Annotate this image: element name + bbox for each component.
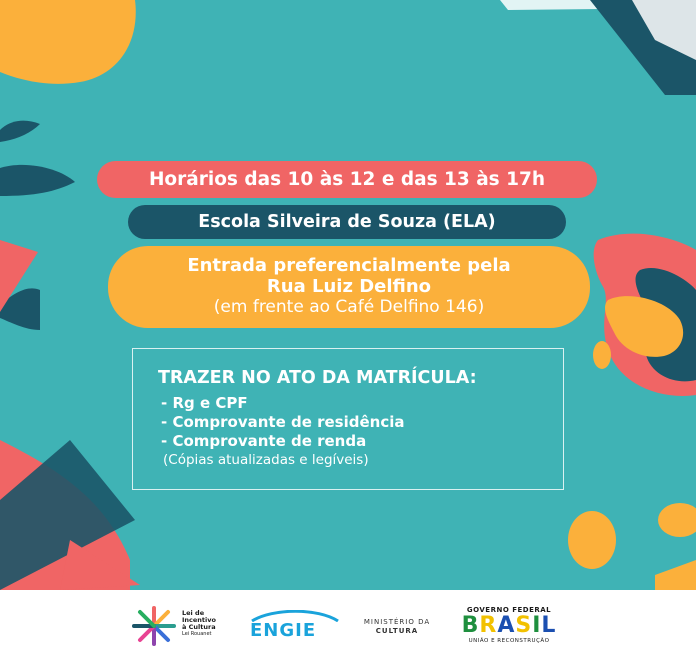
lei-line-2: Incentivo: [182, 616, 216, 624]
engie-text: ENGIE: [250, 620, 317, 641]
requirements-box: [132, 348, 564, 490]
lei-incentivo-logo: [130, 606, 216, 650]
governo-brasil-logo: [450, 606, 568, 644]
requirements-note: (Cópias atualizadas e legíveis): [163, 452, 369, 468]
school-text: Escola Silveira de Souza (ELA): [198, 212, 496, 232]
entrance-note: (em frente ao Café Delfino 146): [213, 297, 485, 317]
lei-line-4: Lei Rouanet: [182, 631, 212, 637]
lei-line-3: à Cultura: [182, 623, 216, 631]
requirements-list: [161, 394, 405, 451]
ministerio-line-2: CULTURA: [375, 627, 419, 635]
ministerio-line-1: MINISTÉRIO DA: [363, 618, 431, 626]
schedule-text: Horários das 10 às 12 e das 13 às 17h: [148, 169, 546, 190]
lei-incentivo-burst-icon: [130, 606, 178, 646]
brasil-text: BRASIL: [461, 613, 557, 638]
school-banner: [128, 205, 566, 239]
entrance-banner: [108, 246, 590, 328]
requirement-item: - Comprovante de renda: [161, 432, 367, 450]
lei-line-1: Lei de: [182, 609, 205, 617]
governo-text: GOVERNO FEDERAL: [466, 606, 552, 614]
requirement-item: - Comprovante de residência: [161, 413, 405, 431]
requirements-title: TRAZER NO ATO DA MATRÍCULA:: [158, 368, 477, 388]
ministerio-logo: [356, 618, 438, 636]
sponsor-footer: [0, 590, 696, 653]
uniao-text: UNIÃO E RECONSTRUÇÃO: [468, 638, 550, 644]
entrance-line-1: Entrada preferencialmente pela: [187, 255, 511, 276]
requirement-item: - Rg e CPF: [161, 394, 248, 412]
entrance-line-2: Rua Luiz Delfino: [266, 276, 432, 297]
schedule-banner: [97, 161, 597, 198]
engie-logo: [248, 610, 342, 640]
